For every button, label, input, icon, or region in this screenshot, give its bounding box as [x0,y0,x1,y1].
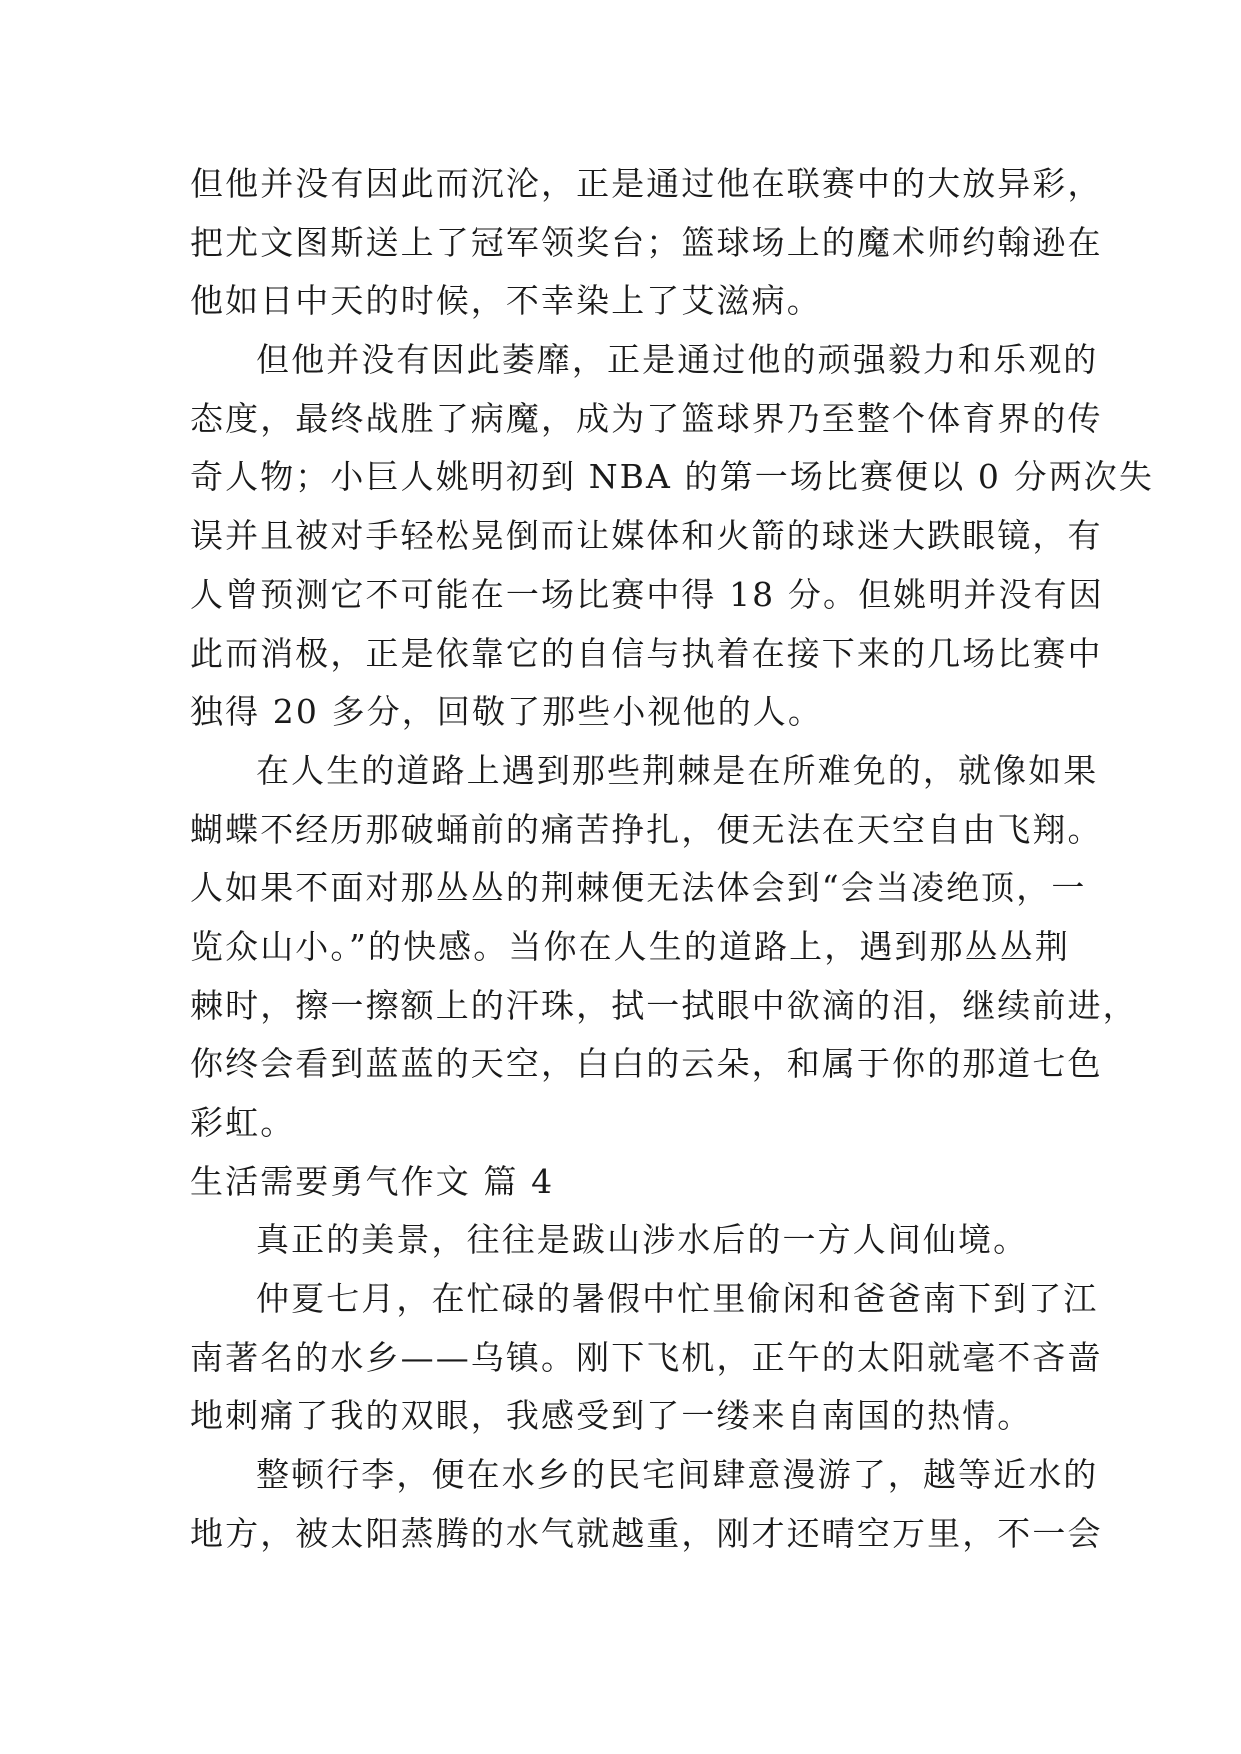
text-line: 态度，最终战胜了病魔，成为了篮球界乃至整个体育界的传 [190,398,1103,438]
text-line: 南著名的水乡——乌镇。刚下飞机，正午的太阳就毫不吝啬 [190,1337,1103,1377]
text-line: 此而消极，正是依靠它的自信与执着在接下来的几场比赛中 [190,633,1103,673]
text-line: 在人生的道路上遇到那些荆棘是在所难免的，就像如果 [256,750,1099,790]
text-line: 你终会看到蓝蓝的天空，白白的云朵，和属于你的那道七色 [190,1044,1103,1084]
text-line: 整顿行李，便在水乡的民宅间肆意漫游了，越等近水的 [256,1455,1099,1495]
text-line: 但他并没有因此而沉沦，正是通过他在联赛中的大放异彩， [190,164,1103,203]
document-body [190,155,1155,1564]
text-line: 误并且被对手轻松晃倒而让媒体和火箭的球迷大跌眼镜，有 [190,516,1103,556]
text-line: 地刺痛了我的双眼，我感受到了一缕来自南国的热情。 [190,1396,1033,1436]
text-line: 他如日中天的时候，不幸染上了艾滋病。 [190,281,822,321]
text-line: 览众山小。”的快感。当你在人生的道路上，遇到那丛丛荆 [190,926,1070,966]
text-line: 真正的美景，往往是跋山涉水后的一方人间仙境。 [256,1220,1029,1260]
text-line: 把尤文图斯送上了冠军领奖台；篮球场上的魔术师约翰逊在 [190,222,1103,262]
text-line: 独得 20 多分，回敬了那些小视他的人。 [190,692,823,732]
text-line: 棘时，擦一擦额上的汗珠，拭一拭眼中欲滴的泪，继续前进， [190,985,1138,1025]
text-line: 地方，被太阳蒸腾的水气就越重，刚才还晴空万里，不一会 [190,1513,1103,1553]
text-line: 但他并没有因此萎靡，正是通过他的顽强毅力和乐观的 [256,340,1099,380]
text-line: 仲夏七月，在忙碌的暑假中忙里偷闲和爸爸南下到了江 [256,1279,1099,1319]
text-line: 奇人物；小巨人姚明初到 NBA 的第一场比赛便以 0 分两次失 [190,457,1155,497]
text-line: 人曾预测它不可能在一场比赛中得 18 分。但姚明并没有因 [190,574,1104,614]
section-heading: 生活需要勇气作文 篇 4 [190,1161,555,1201]
text-line: 彩虹。 [190,1103,296,1142]
text-line: 蝴蝶不经历那破蛹前的痛苦挣扎，便无法在天空自由飞翔。 [190,809,1103,849]
text-line: 人如果不面对那丛丛的荆棘便无法体会到“会当凌绝顶，一 [190,868,1087,908]
